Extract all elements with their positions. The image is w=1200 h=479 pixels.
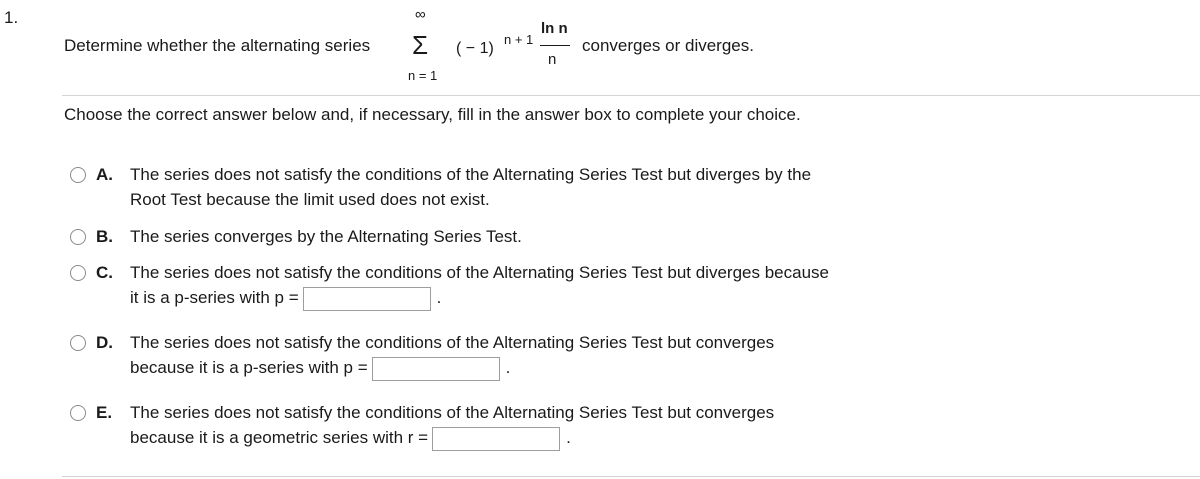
option-c-letter: C. (96, 263, 113, 282)
option-b-radio[interactable] (70, 229, 86, 245)
upper-limit: ∞ (415, 6, 426, 23)
option-e-text (130, 400, 930, 451)
question-prompt: Determine whether the alternating series (64, 36, 371, 55)
fraction-numerator: ln n (541, 20, 568, 37)
option-c-line2: it is a p-series with p = (130, 288, 299, 307)
option-d-line2: because it is a p-series with p = (130, 358, 368, 377)
option-c-radio[interactable] (70, 265, 86, 281)
answer-box-p-c[interactable] (303, 287, 431, 311)
fraction-denominator: n (548, 51, 557, 68)
option-e-radio[interactable] (70, 405, 86, 421)
option-d-radio[interactable] (70, 335, 86, 351)
option-e-line2: because it is a geometric series with r = (130, 428, 429, 447)
option-e-letter: E. (96, 403, 113, 422)
answer-box-r-e[interactable] (432, 427, 560, 451)
bottom-divider (62, 476, 1200, 477)
instruction-text: Choose the correct answer below and, if necessary, fill in the answer box to complete your choice. (64, 105, 801, 124)
series-base: ( − 1) (456, 40, 494, 57)
answer-box-p-d[interactable] (372, 357, 500, 381)
period: . (436, 288, 442, 307)
option-a-line1: The series does not satisfy the conditions of the Alternating Series Test but diverges by the (130, 165, 812, 184)
option-e-line2-row (130, 425, 930, 451)
option-c-line2-row (130, 285, 930, 311)
option-d-letter: D. (96, 333, 113, 352)
option-b-text (130, 224, 930, 249)
period: . (505, 358, 511, 377)
option-b-line1: The series converges by the Alternating Series Test. (130, 227, 522, 246)
series-exponent: n + 1 (504, 32, 534, 47)
option-e-line1: The series does not satisfy the conditions of the Alternating Series Test but converges (130, 403, 775, 422)
option-d-text (130, 330, 930, 381)
option-a-text (130, 162, 930, 212)
fraction-bar (540, 45, 570, 46)
sigma-symbol: Σ (412, 30, 429, 60)
lower-limit: n = 1 (408, 68, 438, 83)
option-a-line2: Root Test because the limit used does not exist. (130, 190, 490, 209)
option-d-line2-row (130, 355, 930, 381)
option-c-text (130, 260, 930, 311)
question-prompt-end: converges or diverges. (582, 36, 754, 55)
option-b-letter: B. (96, 227, 113, 246)
option-d-line1: The series does not satisfy the conditions of the Alternating Series Test but converges (130, 333, 775, 352)
option-a-letter: A. (96, 165, 113, 184)
option-a-radio[interactable] (70, 167, 86, 183)
period: . (566, 428, 571, 447)
divider (62, 95, 1200, 96)
question-number: 1. (4, 8, 19, 27)
option-c-line1: The series does not satisfy the conditions of the Alternating Series Test but diverges because (130, 263, 829, 282)
